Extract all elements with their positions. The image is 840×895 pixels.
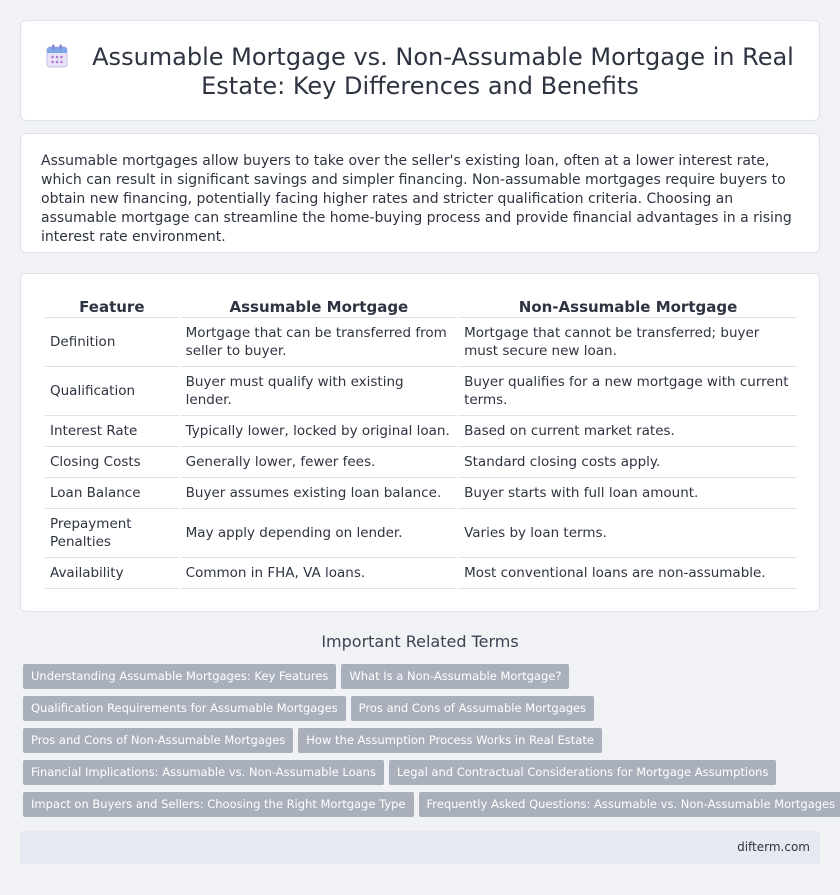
related-term-link[interactable]: Impact on Buyers and Sellers: Choosing the Right Mortgage Type xyxy=(23,792,414,817)
related-term-link[interactable]: Pros and Cons of Assumable Mortgages xyxy=(351,696,594,721)
related-term-link[interactable]: Qualification Requirements for Assumable Mortgages xyxy=(23,696,346,721)
table-cell: Availability xyxy=(45,558,179,589)
table-cell: Varies by loan terms. xyxy=(459,509,797,558)
tag-row xyxy=(23,760,813,792)
table-cell: Buyer must qualify with existing lender. xyxy=(181,367,457,416)
table-cell: Definition xyxy=(45,318,179,367)
site-link[interactable]: difterm.com xyxy=(737,840,810,854)
related-terms-list xyxy=(23,664,836,824)
table-header-assumable: Assumable Mortgage xyxy=(181,296,457,318)
related-term-link[interactable]: What Is a Non-Assumable Mortgage? xyxy=(341,664,569,689)
table-row xyxy=(45,367,797,416)
table-cell: Standard closing costs apply. xyxy=(459,447,797,478)
related-terms-heading: Important Related Terms xyxy=(321,632,519,651)
intro-card xyxy=(20,133,820,253)
tag-row xyxy=(23,728,813,760)
table-cell: Most conventional loans are non-assumable. xyxy=(459,558,797,589)
related-term-link[interactable]: Legal and Contractual Considerations for Mortgage Assumptions xyxy=(389,760,777,785)
table-row xyxy=(45,318,797,367)
related-term-link[interactable]: Financial Implications: Assumable vs. Non-Assumable Loans xyxy=(23,760,384,785)
related-term-link[interactable]: How the Assumption Process Works in Real Estate xyxy=(298,728,602,753)
table-cell: Mortgage that can be transferred from seller to buyer. xyxy=(181,318,457,367)
table-cell: Mortgage that cannot be transferred; buyer must secure new loan. xyxy=(459,318,797,367)
footer xyxy=(20,831,820,864)
table-cell: Buyer assumes existing loan balance. xyxy=(181,478,457,509)
related-term-link[interactable]: Understanding Assumable Mortgages: Key Features xyxy=(23,664,336,689)
page-title xyxy=(21,43,819,101)
page-title-line-2: Estate: Key Differences and Benefits xyxy=(201,72,639,100)
tag-row xyxy=(23,792,836,824)
table-cell: May apply depending on lender. xyxy=(181,509,457,558)
table-cell: Generally lower, fewer fees. xyxy=(181,447,457,478)
title-card xyxy=(20,20,820,121)
comparison-card xyxy=(20,273,820,612)
table-header-feature: Feature xyxy=(45,296,179,318)
table-header-non-assumable: Non-Assumable Mortgage xyxy=(459,296,797,318)
table-cell: Qualification xyxy=(45,367,179,416)
table-cell: Buyer starts with full loan amount. xyxy=(459,478,797,509)
table-row xyxy=(45,478,797,509)
calendar-icon xyxy=(46,44,68,68)
related-term-link[interactable]: Pros and Cons of Non-Assumable Mortgages xyxy=(23,728,293,753)
table-cell: Based on current market rates. xyxy=(459,416,797,447)
intro-paragraph: Assumable mortgages allow buyers to take over the seller's existing loan, often at a lower interest rate, which can result in significant savings and simpler financing. Non-assumable mortgages require buyers to obtain new financing, potentially facing higher rates and stricter qualification criteria. Choosing an assumable mortgage can streamline the home-buying process and provide financial advantages in a rising interest rate environment. xyxy=(41,153,792,245)
table-cell: Common in FHA, VA loans. xyxy=(181,558,457,589)
table-row xyxy=(45,509,797,558)
tag-row xyxy=(23,696,813,728)
table-row xyxy=(45,558,797,589)
related-term-link[interactable]: Frequently Asked Questions: Assumable vs. Non-Assumable Mortgages xyxy=(419,792,840,817)
table-cell: Typically lower, locked by original loan. xyxy=(181,416,457,447)
comparison-table xyxy=(43,296,799,589)
table-cell: Interest Rate xyxy=(45,416,179,447)
table-cell: Closing Costs xyxy=(45,447,179,478)
table-cell: Loan Balance xyxy=(45,478,179,509)
table-cell: Buyer qualifies for a new mortgage with current terms. xyxy=(459,367,797,416)
page-title-line-1 xyxy=(21,43,819,72)
table-cell: Prepayment Penalties xyxy=(45,509,179,558)
table-row xyxy=(45,416,797,447)
tag-row xyxy=(23,664,813,696)
page-title-text-1: Assumable Mortgage vs. Non-Assumable Mortgage in Real xyxy=(92,43,794,71)
table-row xyxy=(45,447,797,478)
